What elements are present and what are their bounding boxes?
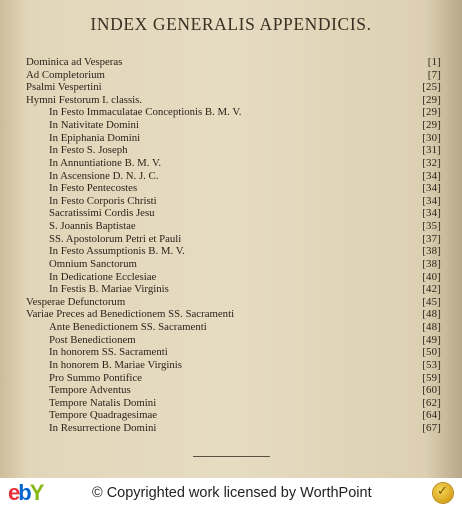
entry-title: Omnium Sanctorum [49,257,137,270]
index-entry [0,132,462,145]
entry-page-number: [29] [422,106,441,119]
page-title: INDEX GENERALIS APPENDICIS. [90,14,372,34]
entry-page-number: [25] [422,81,441,94]
divider-rule [193,456,270,457]
entry-title: In Nativitate Domini [49,119,139,132]
entry-title: In Festo Immaculatae Conceptionis B. M. V. [49,106,242,119]
entry-page-number: [31] [422,144,441,157]
entry-page-number: [60] [422,384,441,397]
index-entry [0,346,462,359]
entry-title: In Resurrectione Domini [49,421,157,434]
index-entry [0,69,462,82]
entry-title: Hymni Festorum I. classis. [26,93,143,106]
index-entry [0,56,462,69]
entry-title: Sacratissimi Cordis Jesu [49,207,155,220]
index-entry [0,220,462,233]
index-entry [0,182,462,195]
entry-page-number: [38] [422,245,441,258]
entry-page-number: [34] [422,207,441,220]
entry-title: In Epiphania Domini [49,131,141,144]
index-entry [0,384,462,397]
entry-page-number: [37] [422,232,441,245]
index-entry [0,271,462,284]
entry-page-number: [40] [422,270,441,283]
index-entry [0,106,462,119]
index-entry [0,334,462,347]
entry-title: Tempore Quadragesimae [49,409,158,422]
entry-title: Tempore Natalis Domini [49,396,157,409]
copyright-notice: © Copyrighted work licensed by WorthPoint [92,485,372,501]
entry-page-number: [30] [422,131,441,144]
entry-page-number: [29] [422,119,441,132]
entry-page-number: [38] [422,257,441,270]
entry-page-number: [64] [422,409,441,422]
entry-title: Ante Benedictionem SS. Sacramenti [49,321,207,334]
entry-title: In Festo Corporis Christi [49,194,157,207]
entry-title: Ad Completorium [26,68,105,81]
index-entry [0,233,462,246]
index-entry [0,258,462,271]
index-entry [0,157,462,170]
index-entry [0,359,462,372]
entry-page-number: [45] [422,295,441,308]
entry-title: In honorem B. Mariae Virginis [49,358,182,371]
entry-page-number: [42] [422,283,441,296]
index-entry [0,372,462,385]
entry-title: Psalmi Vespertini [26,81,102,94]
entry-title: In Festis B. Mariae Virginis [49,283,169,296]
entry-title: In Festo S. Joseph [49,144,128,157]
entry-page-number: [32] [422,156,441,169]
entry-title: In honorem SS. Sacramenti [49,346,168,359]
index-entry [0,170,462,183]
entry-page-number: [53] [422,358,441,371]
entry-title: S. Joannis Baptistae [49,220,136,233]
entry-title: Dominica ad Vesperas [26,56,123,68]
entry-page-number: [7] [427,68,441,81]
entry-title: Pro Summo Pontifice [49,371,142,384]
index-entry [0,81,462,94]
index-entry [0,283,462,296]
entry-page-number: [50] [422,346,441,359]
index-entry [0,195,462,208]
entry-page-number: [35] [422,220,441,233]
entry-page-number: [34] [422,182,441,195]
entry-title: Tempore Adventus [49,384,131,397]
index-entry [0,397,462,410]
worthpoint-seal-icon [433,483,453,503]
ebay-logo: ebY [8,480,43,505]
entry-page-number: [67] [422,421,441,434]
entry-page-number: [29] [422,93,441,106]
entry-title: Vesperae Defunctorum [26,295,126,308]
index-entry [0,207,462,220]
entry-title: Post Benedictionem [49,333,136,346]
index-entry [0,245,462,258]
index-entry [0,409,462,422]
entry-title: In Festo Assumptionis B. M. V. [49,245,185,258]
entry-title: Variae Preces ad Benedictionem SS. Sacramenti [26,308,235,321]
entry-title: In Dedicatione Ecclesiae [49,270,157,283]
entry-title: In Festo Pentecostes [49,182,138,195]
entry-page-number: [62] [422,396,441,409]
index-entry [0,119,462,132]
index-entry [0,308,462,321]
entry-page-number: [1] [427,56,441,68]
entry-page-number: [34] [422,194,441,207]
entry-title: SS. Apostolorum Petri et Pauli [49,232,182,245]
entry-title: In Annuntiatione B. M. V. [49,156,162,169]
entry-title: In Ascensione D. N. J. C. [49,169,159,182]
index-entry [0,321,462,334]
entry-page-number: [49] [422,333,441,346]
index-entry [0,144,462,157]
watermark-footer [0,478,462,508]
entry-page-number: [48] [422,321,441,334]
index-entry [0,296,462,309]
entry-page-number: [59] [422,371,441,384]
index-entry [0,94,462,107]
entry-page-number: [48] [422,308,441,321]
entry-page-number: [34] [422,169,441,182]
index-entry [0,422,462,435]
